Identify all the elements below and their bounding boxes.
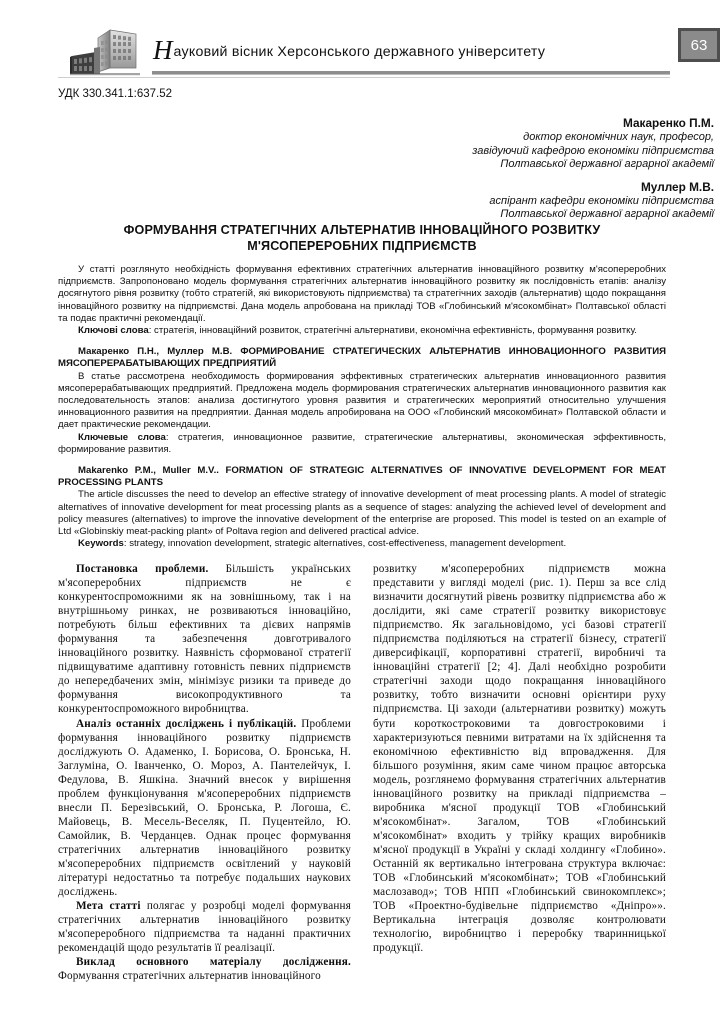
author-block-list: [214, 116, 714, 230]
keywords-label: Ключевые слова: [78, 431, 166, 443]
paragraph-lead: Мета статті: [76, 900, 141, 913]
udc-code: УДК 330.341.1:637.52: [58, 88, 173, 100]
body-paragraph: [58, 717, 351, 900]
abstract-heading: [58, 346, 666, 370]
body-columns: [58, 562, 666, 983]
author-name: Муллер М.В.: [640, 179, 714, 194]
keywords-values: : стратегія, інноваційний розвиток, стратегічні альтернативи, економічна ефективність, формування розвитку.: [148, 325, 637, 337]
keywords-label: Keywords: [78, 538, 124, 550]
paragraph-text: Проблеми формування інноваційного розвитку підприємств досліджують О. Адаменко, І. Борисова, О. Бронська, Н. Заглуміна, О. Іванченко, О. Мороз, А. Пантелейчук, І. Федулова, В. Яшкіна. Значний внесок у вирішення проблем функціонування м'ясопереробних підприємств внесли П. Березівський, О. Бронська, Р. Логоша, Є. Майовець, В. Месель-Веселяк, П. Пуцентейло, Ю. Самойлик, В. Черданцев. Однак процес формування стратегічних альтернатив інноваційного розвитку м'ясопереробних підприємств освітлений у науковій літературі недостатньо та потребує подальших наукових досліджень.: [58, 717, 351, 899]
abstract-body: У статті розглянуто необхідність формування ефективних стратегічних альтернатив інноваційного розвитку м'ясопереробних підприємств. Запропоновано модель формування стратегічних альтернатив інноваційного розвитку як послідовність етапів: аналізу досягнутого рівня розвитку (тобто стратегій, які використовують підприємства) та стратегічних заходів (альтернатив) щодо покращання інноваційного розвитку на підприємстві. Дана модель апробована на прикладі ТОВ «Глобинський м'ясокомбінат» Полтавської області та подає практичні рекомендації.: [58, 264, 666, 324]
keywords-values: : стратегия, инновационное развитие, стратегические альтернативы, экономическая эффективность, формирование развития.: [58, 431, 667, 455]
header-rule-thin: [58, 77, 670, 78]
journal-title: [153, 35, 546, 65]
article-title-line: М'ЯСОПЕРЕРОБНИХ ПІДПРИЄМСТВ: [247, 239, 477, 253]
body-column-left: [58, 562, 351, 983]
body-paragraph: [58, 562, 351, 717]
author-affiliation-line: аспірант кафедри економіки підприємства: [489, 194, 714, 207]
abstract-ukrainian: [58, 264, 666, 337]
author-affiliation-line: Полтавської державної аграрної академії: [500, 208, 714, 221]
article-title: [58, 222, 666, 254]
author-name: Макаренко П.М.: [623, 116, 714, 130]
paragraph-text: розвитку м'ясопереробних підприємств можна представити у вигляді моделі (рис. 1). Перш за все слід визначити досягнутий рівень розвитку підприємства або ж дослідити, які саме стратегії розвитку використовує підприємство. Як загальновідомо, усі базові стратегії підприємства поділяються на стратегії бізнесу, стратегії диверсифікації, корпоративні стратегії, виробничі та інноваційні стратегії [2; 4]. Далі необхідно розробити стратегічні заходи щодо покращання інноваційного розвитку, тобто визначити основні орієнтири руху підприємства. Ці заходи (альтернативи розвитку) можуть бути короткостроковими та довгостроковими і характеризуються певними витратами на їх здійснення та економічною ефективністю від впровадження. Для більшого розуміння, яким саме чином працює авторська модель, розглянемо формування стратегічних альтернатив інноваційного розвитку на прикладі підприємства – виробника м'ясної продукції ТОВ «Глобинський м'ясокомбінат». Загалом, ТОВ «Глобинський м'ясокомбінат» входить у трійку кращих виробників м'ясної продукції в Україні у складі холдингу «Глобино». Останній як вертикально інтегрована структура включає: ТОВ «Глобинський м'ясокомбінат»; ТОВ «Глобинський маслозавод»; ТОВ НПП «Глобинський свинокомплекс»; ТОВ «Проектно-будівельне підприємство «Дніпро»». Вертикальна інтеграція дозволяє контролювати технологію, виробництво і переробку тваринницької продукції.: [373, 563, 666, 955]
page-header: [56, 28, 720, 80]
keywords-values: : strategy, innovation development, strategic alternatives, cost-effectiveness, management development.: [123, 538, 567, 550]
article-title-line: ФОРМУВАННЯ СТРАТЕГІЧНИХ АЛЬТЕРНАТИВ ІННОВАЦІЙНОГО РОЗВИТКУ: [123, 223, 601, 237]
abstract-heading: [58, 465, 666, 489]
paragraph-lead: Постановка проблеми.: [76, 563, 209, 575]
paragraph-text: полягає у розробці моделі формування стратегічних альтернатив інноваційного розвитку м'ясопереробного підприємства та наданні практичних рекомендацій щодо результатів її реалізації.: [58, 900, 351, 955]
kherson-university-building-logo-icon: [70, 28, 154, 78]
author-affiliation-line: завідуючий кафедрою економіки підприємства: [472, 144, 714, 157]
author-entry: [214, 180, 714, 222]
author-affiliation-line: доктор економічних наук, професор,: [523, 131, 714, 143]
journal-title-text: ауковий вісник Херсонського державного університету: [173, 44, 546, 60]
journal-title-dropcap: Н: [153, 35, 173, 65]
paragraph-text: Більшість українських м'ясопереробних підприємств не є конкурентоспроможними як на зовнішньому, так і на внутрішньому ринках, не розвиваються інноваційно, потребують більш ефективних та дієвих напрямів формування та забезпечення довготривалого інноваційного розвитку. Наявність сформованої стратегії підвищуватиме адаптивну готовність певних підприємств до непередбачених змін, мінімізує ризики та приведе до формування високопродуктивного та конкурентоспроможного виробництва.: [58, 563, 351, 716]
abstract-title: FORMATION OF STRATEGIC ALTERNATIVES OF INNOVATIVE DEVELOPMENT FOR MEAT PROCESSING PLANTS: [58, 465, 666, 489]
abstract-english: [58, 465, 666, 550]
abstract-authors: Makarenko P.M., Muller M.V..: [78, 465, 226, 477]
abstracts-section: [58, 264, 666, 559]
header-rule: [152, 71, 670, 75]
abstract-title: ФОРМИРОВАНИЕ СТРАТЕГИЧЕСКИХ АЛЬТЕРНАТИВ ИННОВАЦИОННОГО РАЗВИТИЯ МЯСОПЕРЕРАБАТЫВАЮЩИХ ПРЕДПРИЯТИЙ: [58, 346, 666, 370]
abstract-authors: Макаренко П.Н., Муллер М.В.: [78, 346, 241, 358]
paragraph-text: Формування стратегічних альтернатив інноваційного: [58, 970, 321, 983]
body-paragraph: [58, 955, 351, 983]
abstract-russian: [58, 346, 666, 456]
body-column-right: [373, 562, 666, 962]
body-paragraph: [58, 899, 351, 955]
abstract-body: В статье рассмотрена необходимость формирования эффективных стратегических альтернатив инновационного развития мясоперерабатывающих предприятий. Предложена модель формирования стратегических альтернатив инновационного развития как последовательность этапов: анализа достигнутого уровня развития и стратегических мероприятий относительно улучшения инновационного развития на предприятии. Данная модель апробирована на ООО «Глобинский мясокомбинат» Полтавской области и дает практические рекомендации.: [58, 370, 666, 431]
paragraph-lead: Аналіз останніх досліджень і публікацій.: [76, 717, 297, 730]
keywords-label: Ключові слова: [78, 325, 149, 337]
abstract-keywords: [58, 325, 666, 337]
abstract-body: The article discusses the need to develop an effective strategy of innovative development of meat processing plants. A model of strategic alternatives of innovative development for meat processing plants as a sequence of stages: analyzing the achieved level of development and policy measures (alternatives) to improve the innovative development of the enterprise are proposed. This model is tested on an example of Ltd «Globinskiy meat-packing plant» of Poltava region and delivered practical advice.: [58, 489, 666, 538]
author-affiliation-line: Полтавської державної аграрної академії: [500, 158, 714, 171]
abstract-keywords: [58, 538, 666, 550]
paragraph-lead: Виклад основного матеріалу дослідження.: [76, 956, 351, 969]
body-paragraph: [373, 562, 666, 955]
abstract-keywords: [58, 432, 666, 456]
page-number-badge: 63: [678, 28, 720, 62]
author-entry: [214, 116, 714, 172]
